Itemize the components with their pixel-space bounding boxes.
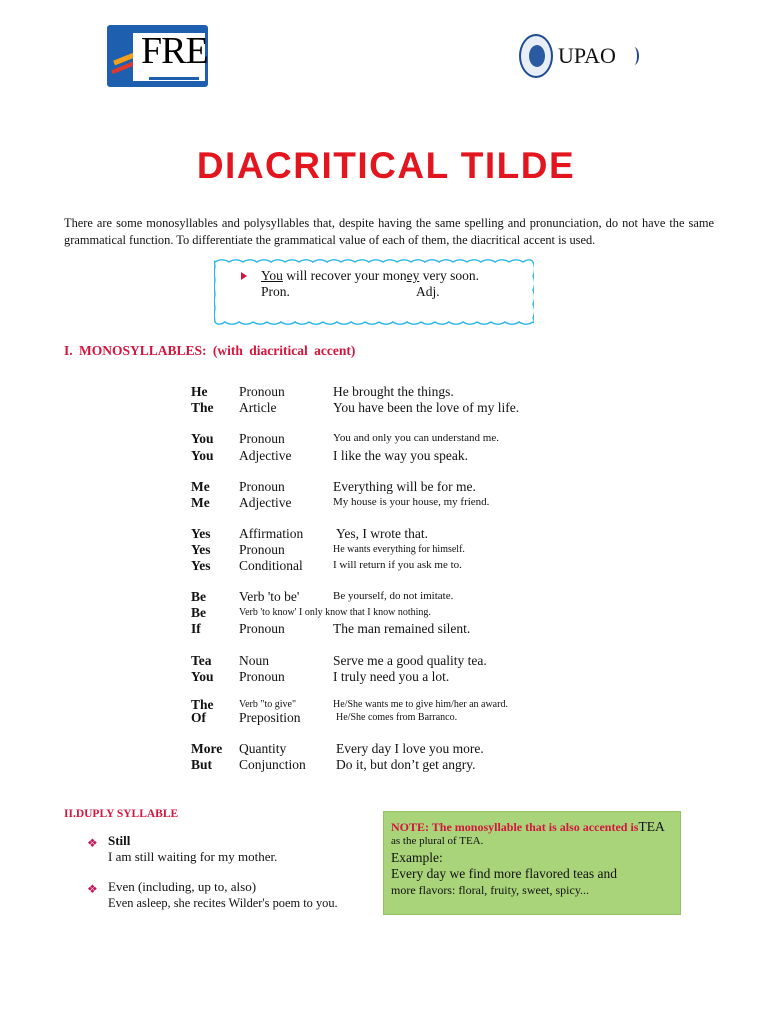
table-row bbox=[191, 604, 551, 621]
word-cell: More bbox=[191, 741, 223, 756]
label-pron: Pron. bbox=[261, 284, 290, 299]
table-row bbox=[191, 709, 551, 726]
arrow-bullet-icon bbox=[240, 271, 248, 281]
category-cell: Pronoun bbox=[239, 384, 285, 399]
word-cell: Yes bbox=[191, 526, 211, 541]
page-title: DIACRITICAL TILDE bbox=[196, 145, 576, 186]
table-row bbox=[191, 399, 551, 416]
word-cell: Be bbox=[191, 605, 206, 620]
section-duply-syllable-title: II.DUPLY SYLLABLE bbox=[64, 808, 179, 820]
example-cell: Yes, I wrote that. bbox=[336, 526, 428, 541]
diamond-bullet-icon: ❖ bbox=[87, 882, 98, 896]
word-cell: Be bbox=[191, 589, 206, 604]
example-cell: Do it, but don’t get angry. bbox=[336, 757, 476, 772]
fre-logo-text: FRE bbox=[141, 30, 208, 72]
example-cell: Everything will be for me. bbox=[333, 479, 476, 494]
word-cell: You bbox=[191, 448, 214, 463]
fre-logo bbox=[107, 25, 208, 87]
word-cell: The bbox=[191, 400, 214, 415]
category-cell: Noun bbox=[239, 653, 269, 668]
table-row bbox=[191, 668, 551, 685]
table-row bbox=[191, 478, 551, 495]
category-cell: Pronoun bbox=[239, 431, 285, 446]
section-monosyllables-title: I. MONOSYLLABLES: (with diacritical accent) bbox=[64, 343, 356, 358]
note-box bbox=[383, 811, 681, 915]
table-row bbox=[191, 652, 551, 669]
word-cell: But bbox=[191, 757, 213, 772]
note-line: more flavors: floral, fruity, sweet, spicy... bbox=[391, 883, 590, 897]
example-cell: He brought the things. bbox=[333, 384, 454, 399]
note-line: Every day we find more flavored teas and bbox=[391, 866, 618, 881]
upao-logo bbox=[517, 34, 639, 80]
category-cell: Quantity bbox=[239, 741, 287, 756]
word-cell: Tea bbox=[191, 653, 212, 668]
word-cell: You bbox=[191, 669, 214, 684]
category-cell: Pronoun bbox=[239, 621, 285, 636]
table-row bbox=[191, 557, 551, 574]
example-cell: Be yourself, do not imitate. bbox=[333, 590, 454, 602]
duply-item-text: I am still waiting for my mother. bbox=[108, 849, 278, 864]
category-cell: Pronoun bbox=[239, 479, 285, 494]
example-cell: My house is your house, my friend. bbox=[333, 496, 490, 508]
example-cell: I like the way you speak. bbox=[333, 448, 468, 463]
category-cell: Verb 'to know' I only know that I know nothing. bbox=[239, 607, 431, 618]
category-cell: Affirmation bbox=[239, 526, 304, 541]
note-line: NOTE: The monosyllable that is also accented isTEA bbox=[391, 819, 665, 834]
category-cell: Pronoun bbox=[239, 542, 285, 557]
note-line: as the plural of TEA. bbox=[391, 835, 484, 847]
example-cell: He wants everything for himself. bbox=[333, 544, 465, 555]
word-cell: Yes bbox=[191, 558, 211, 573]
category-cell: Pronoun bbox=[239, 669, 285, 684]
duply-item-head: Still bbox=[108, 833, 131, 848]
table-row bbox=[191, 620, 551, 637]
category-cell: Conjunction bbox=[239, 757, 306, 772]
category-cell: Conditional bbox=[239, 558, 303, 573]
duply-item-head: Even (including, up to, also) bbox=[108, 879, 257, 894]
table-row bbox=[191, 430, 551, 447]
table-row bbox=[191, 447, 551, 464]
example-sentence: You will recover your money very soon. bbox=[261, 268, 479, 283]
word-cell: Yes bbox=[191, 542, 211, 557]
table-row bbox=[191, 383, 551, 400]
word-cell: The bbox=[191, 697, 214, 712]
category-cell: Preposition bbox=[239, 710, 301, 725]
note-line: Example: bbox=[391, 850, 443, 865]
example-cell: He/She wants me to give him/her an award. bbox=[333, 699, 508, 710]
table-row bbox=[191, 541, 551, 558]
category-cell: Verb 'to be' bbox=[239, 589, 300, 604]
table-row bbox=[191, 756, 551, 773]
example-cell: I will return if you ask me to. bbox=[333, 559, 462, 571]
category-cell: Article bbox=[239, 400, 277, 415]
duply-item-text: Even asleep, she recites Wilder's poem to you. bbox=[108, 896, 338, 910]
table-row bbox=[191, 740, 551, 757]
example-cell: The man remained silent. bbox=[333, 621, 471, 636]
example-cell: Serve me a good quality tea. bbox=[333, 653, 487, 668]
university-seal-icon bbox=[519, 34, 553, 78]
intro-paragraph: There are some monosyllables and polysyllables that, despite having the same spelling and pronunciation, do not have the same grammatical function. To differentiate the grammatical value of each of them, the diacritical accent is used. bbox=[64, 216, 714, 247]
word-cell: You bbox=[191, 431, 214, 446]
example-cell: I truly need you a lot. bbox=[333, 669, 450, 684]
table-row bbox=[191, 525, 551, 542]
example-cell: You have been the love of my life. bbox=[333, 400, 520, 415]
category-cell: Adjective bbox=[239, 495, 292, 510]
example-cell: You and only you can understand me. bbox=[333, 432, 499, 444]
example-cell: He/She comes from Barranco. bbox=[336, 712, 458, 723]
word-cell: Me bbox=[191, 479, 210, 494]
word-cell: Of bbox=[191, 710, 206, 725]
word-cell: He bbox=[191, 384, 208, 399]
diamond-bullet-icon: ❖ bbox=[87, 836, 98, 850]
example-cell: Every day I love you more. bbox=[336, 741, 484, 756]
label-adj: Adj. bbox=[416, 284, 440, 299]
word-cell: Me bbox=[191, 495, 210, 510]
word-cell: If bbox=[191, 621, 201, 636]
category-cell: Verb "to give" bbox=[239, 699, 297, 710]
table-row bbox=[191, 494, 551, 511]
upao-logo-text: UPAO bbox=[558, 43, 616, 68]
table-row bbox=[191, 588, 551, 605]
category-cell: Adjective bbox=[239, 448, 292, 463]
